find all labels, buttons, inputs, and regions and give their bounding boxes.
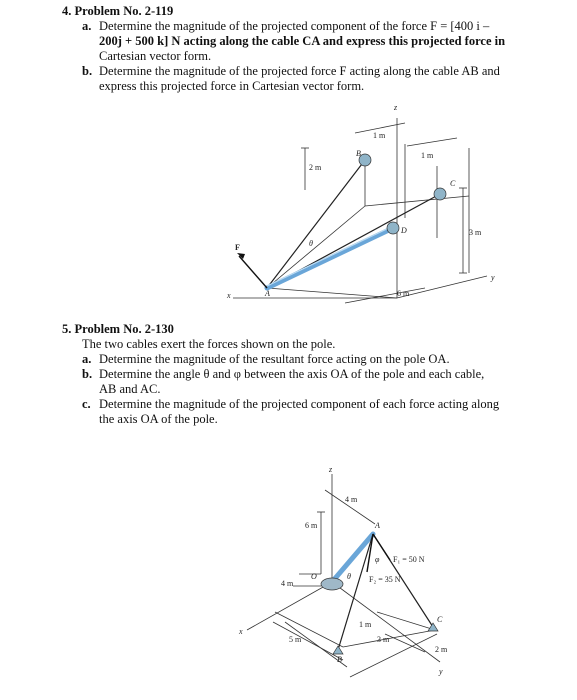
problem-5-intro: The two cables exert the forces shown on the pole. (82, 337, 336, 351)
pole-base (321, 578, 343, 590)
support-d (387, 222, 399, 234)
fig2-point-b: B (337, 655, 342, 664)
fig1-point-a: A (265, 289, 270, 298)
cable-ab (267, 160, 365, 288)
part-b-label: b. (82, 64, 93, 78)
fig2-dim-4m-left: 4 m (281, 579, 294, 588)
fig2-dim-1m: 1 m (359, 620, 372, 629)
problem-5-part-a (82, 352, 562, 368)
fig2-point-a: A (375, 521, 380, 530)
fig2-phi: φ (375, 555, 380, 564)
fig1-dim-2m: 2 m (309, 163, 322, 172)
fig1-dim-1m-b: 1 m (421, 151, 434, 160)
anchor-b (333, 646, 343, 654)
fig1-dim-1m-a: 1 m (373, 131, 386, 140)
figure-2-130 (225, 462, 465, 692)
text-line: 200j + 500 k] N acting along the cable CA and express this projected force in (99, 34, 506, 48)
fig2-dim-3m: 3 m (377, 635, 390, 644)
text-line: Determine the magnitude of the projected force F acting along the cable AB and (99, 64, 500, 78)
support-c (434, 188, 446, 200)
part-b-text (99, 64, 500, 94)
part-a-label: a. (82, 352, 92, 366)
fig2-dim-5m: 5 m (289, 635, 302, 644)
fig1-point-d: D (401, 226, 407, 235)
y-axis-line (397, 276, 487, 298)
text-line: the axis OA of the pole. (99, 412, 218, 426)
text-line: Determine the magnitude of the projected component of each force acting along (99, 397, 500, 411)
pipe-ad (267, 228, 393, 288)
fig2-z-label: z (329, 465, 333, 474)
text-line: Determine the angle θ and φ between the axis OA of the pole and each cable, (99, 367, 485, 381)
fig1-y-label: y (491, 273, 495, 282)
part-a-text (99, 19, 505, 64)
fig2-dim-2m: 2 m (435, 645, 448, 654)
fig2-dim-4m-top: 4 m (345, 495, 358, 504)
text-line: AB and AC. (99, 382, 161, 396)
part-b-label: b. (82, 367, 93, 381)
part-c-text (99, 397, 499, 427)
fig1-force-f: F (235, 243, 240, 252)
part-a-text (99, 352, 450, 367)
part-b-text (99, 367, 484, 397)
y-axis-line (332, 582, 440, 662)
problem-5-title: 5. Problem No. 2-130 (62, 322, 174, 336)
fig2-theta: θ (347, 572, 351, 581)
x-axis-line (247, 582, 332, 630)
part-c-label: c. (82, 397, 91, 411)
fig2-point-o: O (311, 572, 317, 581)
fig1-point-b: B (356, 149, 361, 158)
fig2-point-c: C (437, 615, 443, 624)
problem-5-part-c (82, 397, 562, 429)
fig1-dim-6m: 6 m (397, 289, 410, 298)
fig1-dim-3m: 3 m (469, 228, 482, 237)
part-a-label: a. (82, 19, 92, 33)
problem-4-title: 4. Problem No. 2-119 (62, 4, 174, 18)
fig2-y-label: y (439, 667, 443, 676)
fig1-point-c: C (450, 179, 456, 188)
fig2-dim-6m: 6 m (305, 521, 318, 530)
fig1-x-label: x (227, 291, 231, 300)
problem-4-part-b (82, 64, 562, 96)
figure-2-119 (225, 98, 525, 318)
fig2-x-label: x (239, 627, 243, 636)
pole-oa (332, 534, 373, 582)
problem-4-part-a (82, 19, 562, 65)
text-line: Cartesian vector form. (99, 49, 212, 63)
force-f-arrow (239, 256, 267, 288)
problem-5-part-b (82, 367, 562, 399)
fig1-theta: θ (309, 239, 313, 248)
text-line: Determine the magnitude of the resultant force acting on the pole OA. (99, 352, 450, 366)
fig1-z-label: z (394, 103, 398, 112)
fig2-force-f2: F₂ = 35 N (369, 575, 401, 584)
text-line: Determine the magnitude of the projected component of the force F = [400 i – (99, 19, 490, 33)
fig2-force-f1: F₁ = 50 N (393, 555, 425, 564)
text-line: express this projected force in Cartesian vector form. (99, 79, 365, 93)
anchor-c (428, 623, 438, 631)
